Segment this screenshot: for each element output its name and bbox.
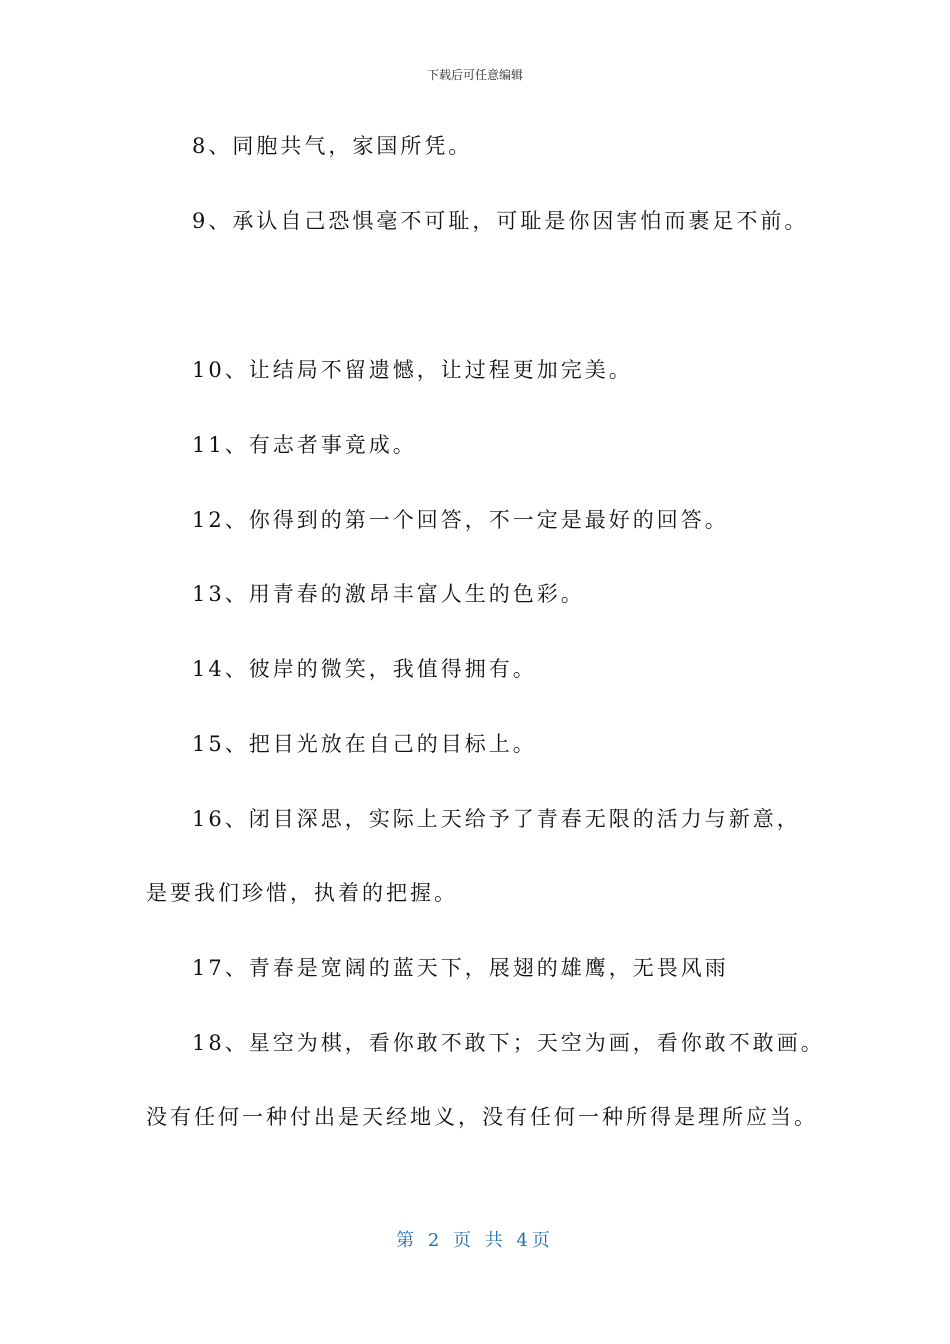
page-header: 下载后可任意编辑 <box>426 68 523 82</box>
list-item: 11、有志者事竟成。 <box>192 433 417 457</box>
list-item: 16、闭目深思，实际上天给予了青春无限的活力与新意， <box>192 807 801 831</box>
page-footer: 第 2 页 共 4页 <box>396 1230 554 1251</box>
list-item: 13、用青春的激昂丰富人生的色彩。 <box>192 582 585 606</box>
list-item: 18、星空为棋，看你敢不敢下；天空为画，看你敢不敢画。 <box>192 1031 825 1055</box>
list-item: 10、让结局不留遗憾，让过程更加完美。 <box>192 358 633 382</box>
list-item: 9、承认自己恐惧毫不可耻，可耻是你因害怕而裹足不前。 <box>192 209 809 233</box>
list-item: 8、同胞共气，家国所凭。 <box>192 134 473 158</box>
list-item: 12、你得到的第一个回答，不一定是最好的回答。 <box>192 508 729 532</box>
list-item: 17、青春是宽阔的蓝天下，展翅的雄鹰，无畏风雨 <box>192 956 729 980</box>
list-item-continuation: 没有任何一种付出是天经地义，没有任何一种所得是理所应当。 <box>146 1105 818 1129</box>
list-item-continuation: 是要我们珍惜，执着的把握。 <box>146 881 458 905</box>
list-item: 14、彼岸的微笑，我值得拥有。 <box>192 657 537 681</box>
list-item: 15、把目光放在自己的目标上。 <box>192 732 537 756</box>
